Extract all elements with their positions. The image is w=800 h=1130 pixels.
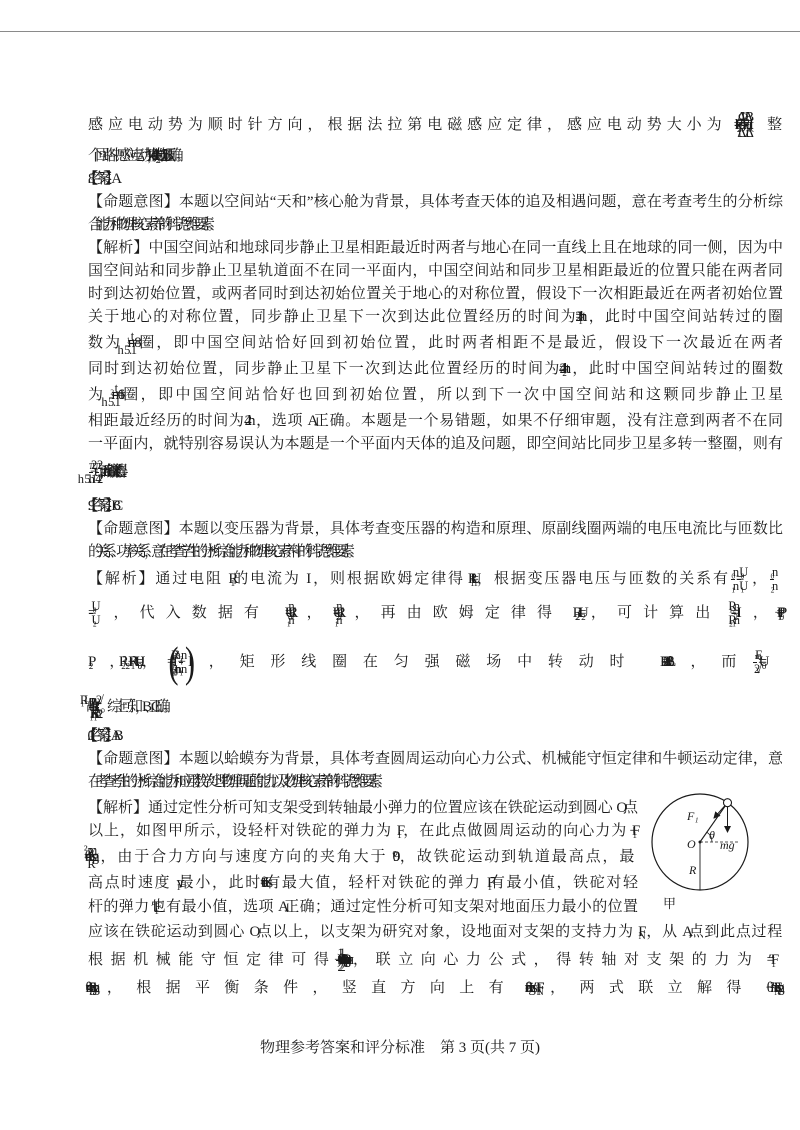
text-line [88, 725, 775, 748]
text-run: IR₁，再由欧姆定律得 U₂=I₂R₂，可计算出 I₂= [339, 605, 731, 621]
fraction-numerator [95, 459, 99, 473]
fraction [336, 947, 340, 974]
fraction-denominator [336, 961, 340, 974]
figure-jia [635, 782, 780, 914]
fraction [286, 600, 290, 627]
text-line [88, 358, 775, 381]
text-line [88, 564, 775, 595]
fraction-numerator [86, 844, 90, 858]
text-line [88, 748, 775, 771]
text-run: 【命题意图】本题以变压器为背景，具体考查变压器的构造和原理、原副线圈两端的电压电流比与匝数比 [88, 521, 775, 537]
q8-intent [88, 191, 775, 237]
text-line [88, 381, 775, 410]
text-run: 同时到达初始位置，同步静止卫星下一次到达此位置经历的时间为 t₂=24 h，此时中国空间站转过的圈数 [88, 361, 775, 377]
fraction-denominator [95, 473, 99, 486]
text-run: 【解析】中国空间站和地球同步静止卫星相距最近时两者与地心在同一直线上且在地球的同一侧，因为中 [88, 240, 775, 256]
text-run: 在考查考生的分析综合能力和应用数学处理物理问题的能力以及物理核心素养的科学思维要素。 [88, 774, 383, 790]
text-run: ，从 A 点到此点过程 [637, 924, 775, 940]
fraction-numerator [737, 566, 741, 580]
fraction-denominator [334, 614, 338, 627]
label-r: R [689, 863, 697, 877]
fraction-numerator [731, 566, 735, 580]
fraction-numerator: ΔB [743, 110, 747, 126]
text-run: 【命题意图】本题以空间站“天和”核心舱为背景，具体考查天体的追及相遇问题，意在考查考生的分析综 [88, 194, 775, 210]
fraction [95, 694, 99, 721]
center-point [699, 841, 702, 844]
fraction-denominator [731, 580, 735, 593]
text-run: 为 n= [88, 387, 112, 403]
text-line [88, 329, 775, 358]
fraction [732, 600, 736, 627]
text-run: 根据机械能守恒定律可得 [88, 952, 337, 968]
fraction-denominator [743, 126, 747, 141]
text-line [88, 456, 775, 489]
text-run: 8.【答案】A [88, 171, 115, 187]
fraction-denominator [753, 663, 757, 676]
text-run: 个回路中感应电动势为 E=E₁−E₂=12πd²k，选项 B 正确。 [88, 148, 183, 164]
text-run: I，矩形线圈在匀强磁场中转动时 Eₘ=2NBL²ω，而 [187, 654, 753, 670]
label-f1: F₁ [687, 809, 699, 823]
fraction [742, 110, 748, 141]
q8-answer [88, 168, 775, 191]
text-run: F₁=4mg−3mgsinθ，根据平衡条件，竖直方向上有 F [88, 980, 537, 996]
fraction [89, 600, 93, 627]
fraction [89, 694, 93, 721]
text-line [88, 895, 630, 920]
text-run: 国空间站和同步静止卫星轨道面不在同一平面内，中国空间站和同步卫星相距最近的位置只能在两者同 [88, 263, 775, 279]
text-run: 【命题意图】本题以蛤蟆夯为背景，具体考查圆周运动向心力公式、机械能守恒定律和牛顿运动定律，意 [88, 751, 775, 767]
text-run: 应该在铁砣运动到圆心 O 点以上，以支架为研究对象，设地面对支架的支持力为 F [88, 924, 639, 940]
text-line [88, 820, 630, 843]
text-run: 感应电动势为顺时针方向，根据法拉第电磁感应定律，感应电动势大小为 E₂= [88, 117, 735, 133]
fraction-numerator [95, 694, 99, 708]
label-mg: mg [720, 838, 735, 852]
q10-answer [88, 725, 775, 748]
page-footer: 物理参考答案和评分标准 第 3 页(共 7 页) [260, 1040, 540, 1056]
fraction-numerator [113, 382, 117, 396]
text-line [88, 306, 775, 329]
header-rule [0, 31, 800, 32]
label-theta: θ [709, 828, 715, 842]
text-run: 。综上可知，B、C 正确。 [100, 699, 170, 715]
text-line [88, 843, 630, 872]
fraction-numerator [770, 566, 774, 580]
fraction-numerator [129, 330, 133, 344]
fraction-numerator [89, 459, 93, 473]
fraction [731, 566, 735, 593]
fraction-denominator [172, 663, 176, 676]
text-run: mv₁²，联立向心力公式，得转轴对支架的力为 F₁″= [340, 952, 768, 968]
fraction-numerator [89, 600, 93, 614]
text-line [88, 168, 775, 191]
text-line [88, 944, 775, 977]
fraction [89, 459, 93, 486]
text-run: 9.【答案】BC [88, 498, 116, 514]
q9-answer [88, 495, 775, 518]
text-line [88, 518, 775, 541]
fraction-numerator [286, 600, 290, 614]
fraction [172, 649, 176, 676]
iron-weight [724, 799, 732, 807]
text-run: I，P₀=P₁+ [736, 605, 775, 621]
fraction [770, 566, 774, 593]
text-line [88, 214, 775, 237]
fraction [95, 459, 99, 486]
q9-intent [88, 518, 775, 564]
text-run: 一平面内，就特别容易误认为本题是一个平面内天体的追及问题，即空间站比同步卫星多转一整圈，则有 [88, 436, 775, 452]
text-line [88, 145, 775, 168]
fraction-numerator [336, 947, 340, 961]
text-run: 【解析】通过电阻 R₁ 的电流为 I，则根据欧姆定律得 U₁=IR₁，根据变压器电压与匝数的关系有 [88, 571, 730, 587]
q10-analysis-beside-figure [88, 797, 630, 920]
fraction-denominator [732, 614, 736, 627]
text-line [88, 977, 775, 1000]
text-run: +F₁″sinθ=3mg，两式联立解得 F [535, 980, 775, 996]
fraction-numerator [172, 649, 176, 663]
label-o: O [687, 837, 696, 851]
fraction-numerator: ΔΦ₂ [737, 110, 738, 126]
fraction-denominator [286, 614, 290, 627]
figure-caption: 甲 [663, 896, 677, 911]
fraction-denominator [737, 580, 741, 593]
text-run: 高点时速度 v₁ 最小，此时 sinθ=1 有最大值，轻杆对铁砣的弹力 F₁ 有最小值，铁砣对轻 [88, 875, 630, 891]
fraction-denominator [735, 126, 739, 141]
q7-analysis-tail [88, 105, 775, 168]
text-run: ， [742, 571, 769, 587]
fraction [85, 844, 89, 871]
text-run: 的关系、功率关系，意在考查学生的分析综合能力和物理核心素养中的科学思维要素。 [88, 544, 355, 560]
fraction-denominator [89, 614, 93, 627]
fraction [113, 382, 117, 409]
fraction-denominator [113, 396, 117, 409]
text-line [88, 632, 775, 692]
q9-analysis [88, 564, 775, 723]
text-run: 合能力和物理核心素养的科学思维要素。 [88, 217, 215, 233]
text-line [88, 283, 775, 306]
large-parenthesis: ) [184, 638, 187, 687]
text-line [88, 692, 775, 723]
fraction-numerator [334, 600, 338, 614]
fraction-numerator [732, 600, 736, 614]
text-run: 【解析】通过定性分析可知支架受到转轴最小弹力的位置应该在铁砣运动到圆心 O 点 [88, 800, 630, 816]
fraction-denominator [129, 344, 133, 357]
fraction-denominator [89, 473, 93, 486]
text-line [88, 920, 775, 944]
text-line [88, 797, 630, 820]
text-run: 时到达初始位置，或两者同时到达初始位置关于地心的对称位置，假设下一次相距最近在两者初始位置 [88, 286, 775, 302]
text-run: 以上，如图甲所示，设轻杆对铁砣的弹力为 F₁，在此点做圆周运动的向心力为 F₁+ [88, 823, 630, 839]
text-run: =2π，解得 t=1.6 h 而错选 C。 [100, 464, 125, 480]
fraction-denominator [770, 580, 774, 593]
text-line [88, 191, 775, 214]
fraction-denominator [95, 708, 99, 721]
text-line [88, 105, 775, 145]
text-line [88, 872, 630, 895]
fraction-numerator [179, 649, 183, 663]
text-run: 数为 n= [88, 335, 128, 351]
q10-analysis-continued [88, 920, 775, 1000]
text-line [88, 541, 775, 564]
text-line [88, 433, 775, 456]
text-run: 杆的弹力 F₁′ 也有最小值，选项 A 正确；通过定性分析可知支架对地面压力最小的位置 [88, 899, 630, 915]
fraction [735, 110, 739, 141]
fraction-denominator: R [87, 857, 88, 872]
q8-analysis [88, 237, 775, 489]
fraction-denominator [179, 663, 183, 676]
fraction-numerator [753, 649, 757, 663]
fraction [179, 649, 183, 676]
text-run: ，代入数据有 U₀= [94, 605, 286, 621]
text-run: 10.【答案】AB [88, 728, 116, 744]
text-run: P₂，I₀U₀=I²R₁+I₂²R₂，I₀= [88, 654, 168, 670]
text-line [88, 495, 775, 518]
fraction-numerator [89, 694, 93, 708]
text-line [88, 595, 775, 632]
text-run: =16 圈，即中国空间站恰好也回到初始位置，所以到下一次中国空间站和这颗同步静止卫星 [117, 387, 776, 403]
large-parenthesis: ( [168, 638, 171, 687]
text-run: IR₁，U₂= [291, 605, 334, 621]
text-run: ，由于合力方向与速度方向的夹角大于 90°，故铁砣运动到轨道最高点，最 [90, 849, 627, 865]
text-line [88, 237, 775, 260]
text-line [88, 260, 775, 283]
fraction-denominator [89, 708, 93, 721]
fraction [129, 330, 133, 357]
text-run: (πd²)=πd²k，整 [749, 117, 775, 133]
text-run: =U₀= [758, 654, 760, 670]
fraction [737, 566, 741, 593]
text-run: 关于地心的对称位置，同步静止卫星下一次到达此位置经历的时间为 t₁=12 h，此时中国空间站转过的圈 [88, 309, 775, 325]
text-run: 相距最近经历的时间为24 h，选项 A 正确。本题是一个易错题，如果不仔细审题，没有注意到两者不在同 [88, 413, 775, 429]
text-line [88, 410, 775, 433]
fraction [334, 600, 338, 627]
text-run: =8 圈，即中国空间站恰好回到初始位置，此时两者相距不是最近，假设下一次最近在两者 [133, 335, 775, 351]
